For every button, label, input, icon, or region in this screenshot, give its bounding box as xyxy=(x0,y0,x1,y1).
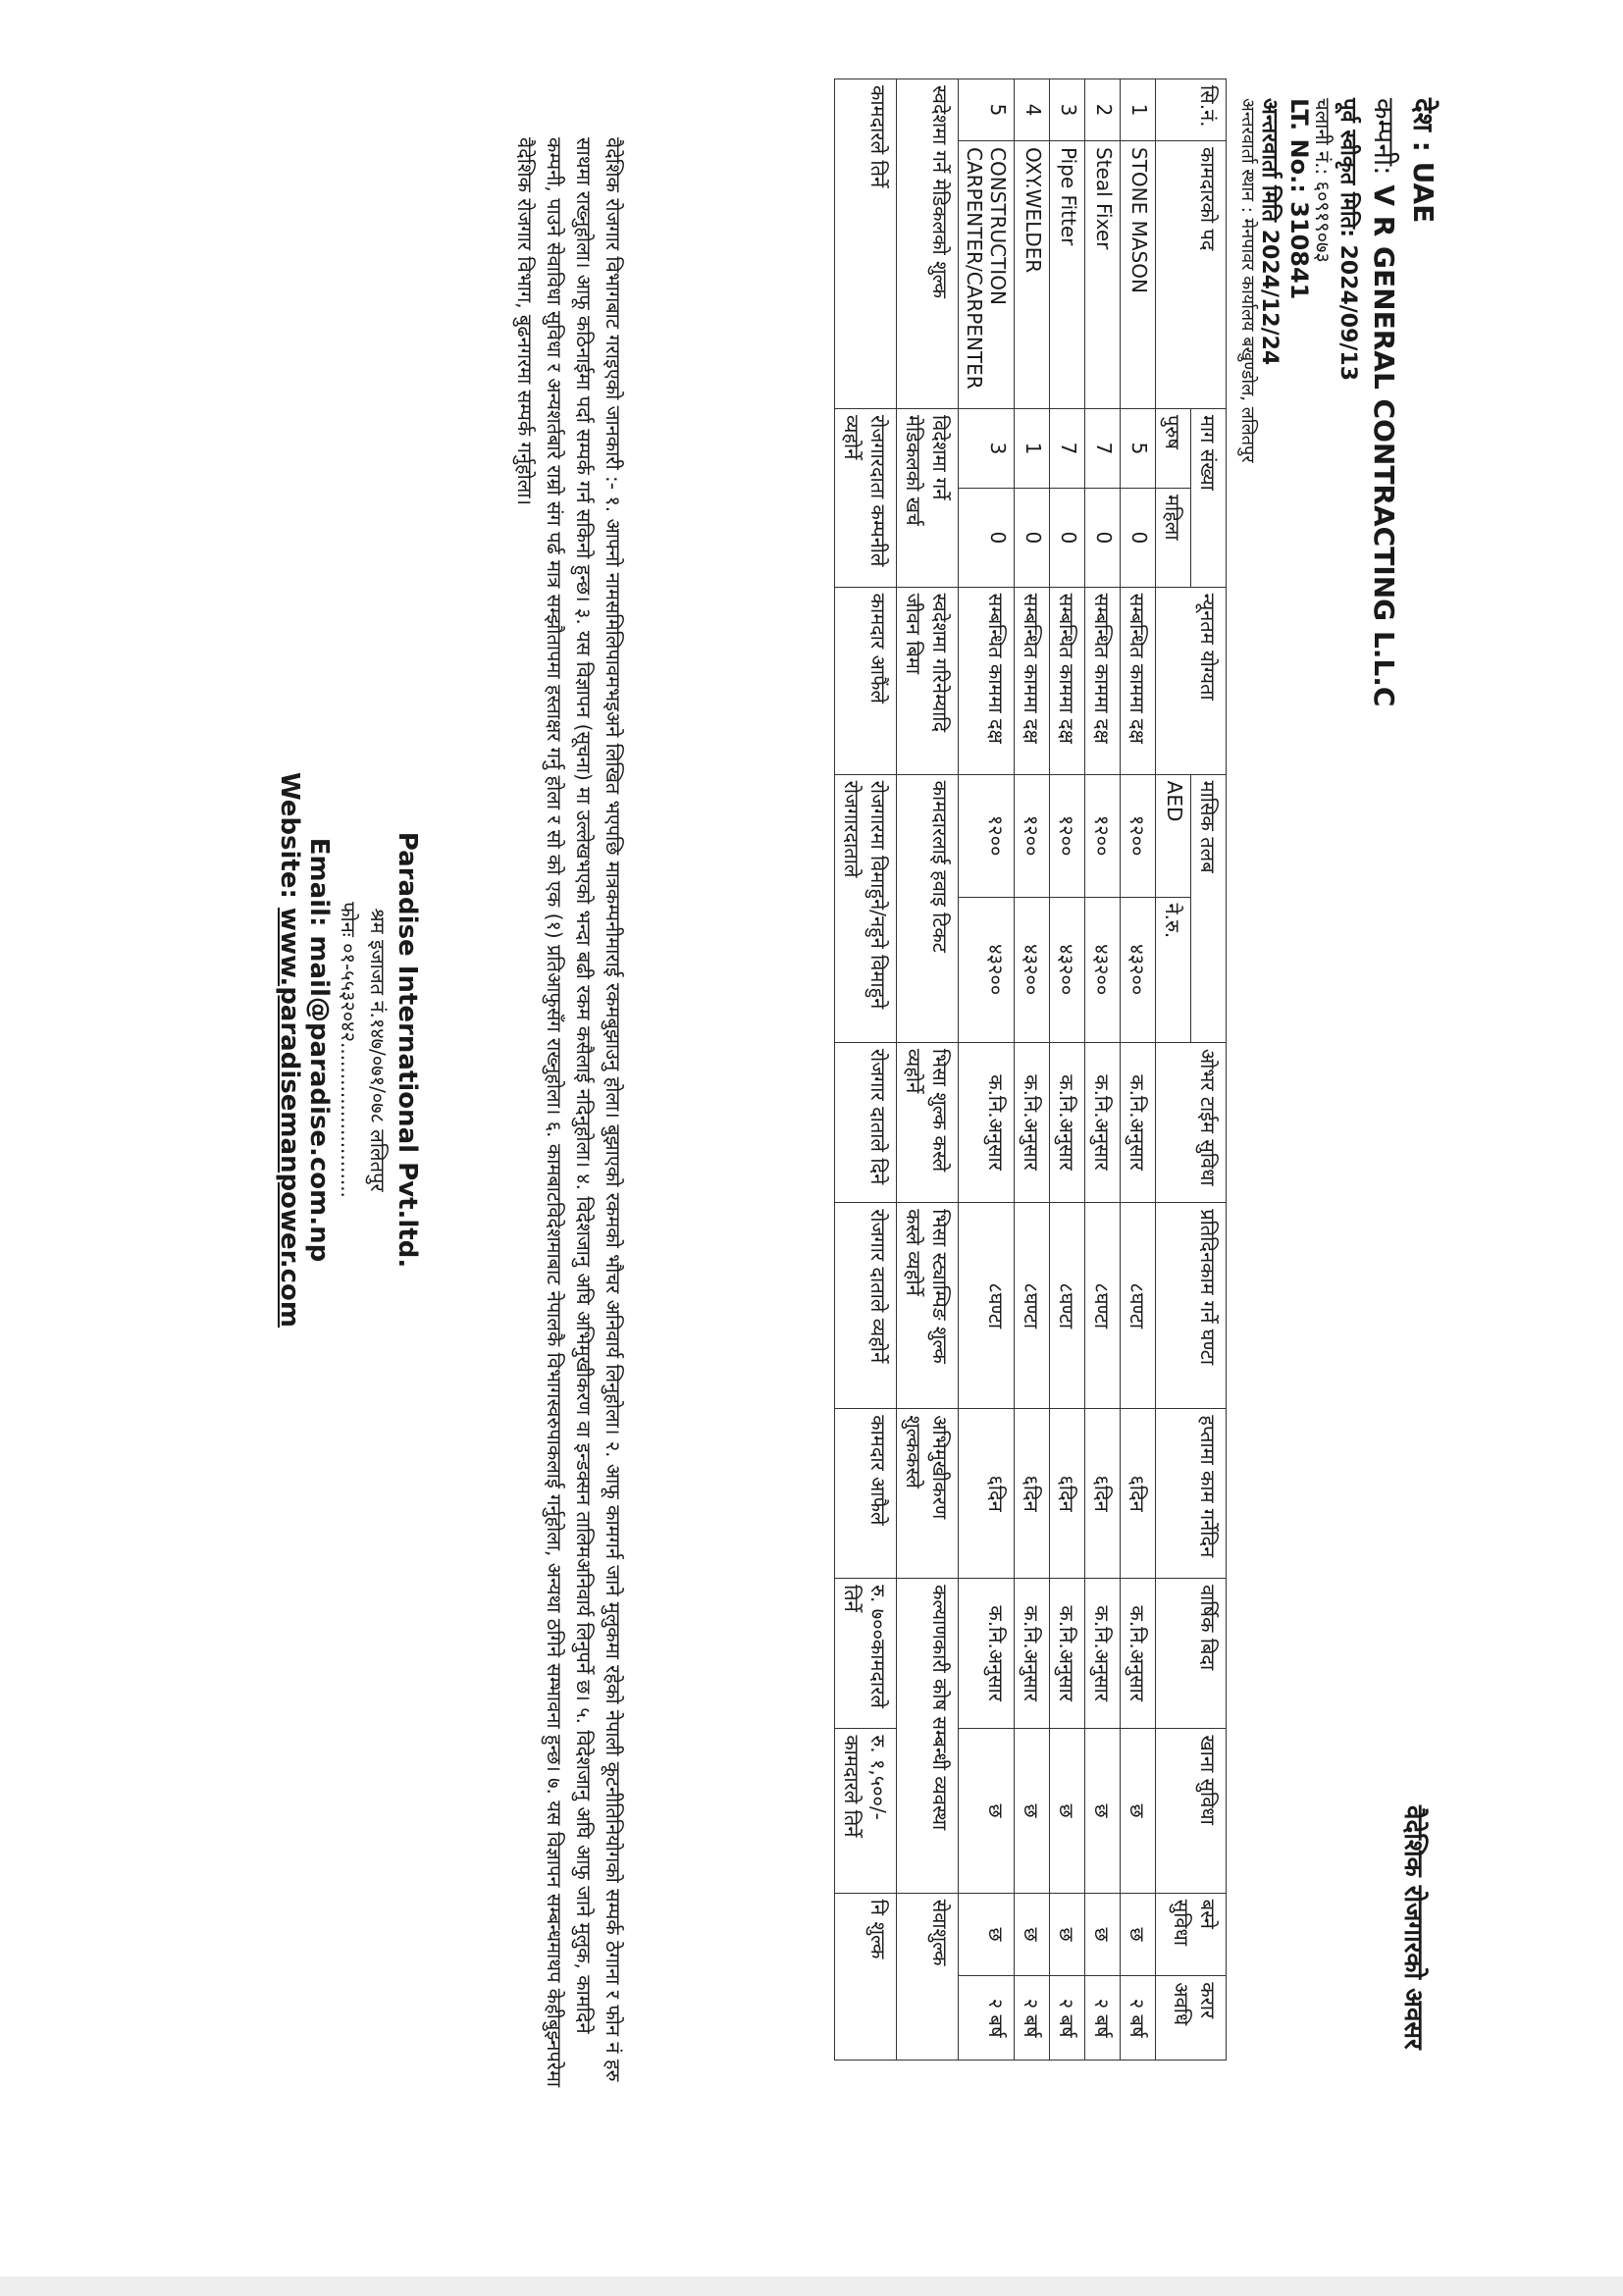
cost-insurance-value: कामदार आफैंले xyxy=(835,587,897,774)
cell-aed: १२०० xyxy=(1085,774,1121,897)
notes-paragraph: वैदेशिक रोजगार विभागबाट गराइएको जानकारी :- १. आफ्नो नामसमिलिपावमभइअने लिखित भएपछि मात्रकम्पनीमाराई रकमबुझाउनु होला। बुझाएको रकमको भौचर अनिवार्य लिनुहोला। २. आफू कामगर्न जाने मुलुकमा रहेको नेपाली कूटनीतिनियोगको सम्पर्क ठेगाना र फोन नं हरु साथमा राख्नुहोला। आफू कठिनाईमा पर्दा सम्पर्क गर्न सकिनो हुन्छ। ३. यस विज्ञापन (सूचना) मा उल्लेखभएको भन्दा बढी रकम कसैलाई नदिनुहोला। ४. विदेशजानु अघि अभिमुखीकरण वा इन्डक्सन तालिमअनिवार्य लिनुपर्ने छ। ५. विदेशजानु अघि आफु जाने मुलुक, कामदिने कम्पनी, पाउने सेवाविधा सुविधा र अन्यशर्तबारे राम्रो संग पर्ढ मात्र सम्झौतापमा हस्ताक्षर गर्नु होला र सो को एक (१) प्रतिआफुसँग राख्नुहोला। ६. कामबाटविदेशमाबाट नेपालकै विभागस्वरुपाकलाई गर्नुहोला, अन्यथा ठगिने सम्भावना हुन्छ। ७. यस विज्ञापन सम्बन्धमाथप केहीबुझ्नपरेमा वैदेशिक रोजगार विभाग, बुढनगरमा सम्पर्क गर्नुहोला। xyxy=(513,137,625,2088)
cell-overtime: क.नि.अनुसार xyxy=(1121,1042,1156,1202)
cell-post: CONSTRUCTION CARPENTER/CARPENTER xyxy=(959,141,1015,409)
cell-contract: २ बर्ष xyxy=(1050,1976,1085,2061)
cell-hours: ८घण्टा xyxy=(959,1203,1015,1409)
costs-header-row xyxy=(897,79,959,2061)
cell-qualification: सम्बन्धित काममा दक्ष xyxy=(959,587,1015,774)
table-header-row xyxy=(1191,79,1227,2061)
cell-post: STONE MASON xyxy=(1121,141,1156,409)
page-bottom-band xyxy=(0,2276,1623,2296)
cell-qualification: सम्बन्धित काममा दक्ष xyxy=(1085,587,1121,774)
cost-medical-home-value: कामदारले तिर्ने xyxy=(835,79,897,409)
cell-qualification: सम्बन्धित काममा दक्ष xyxy=(1121,587,1156,774)
header-leave: वार्षिक बिदा xyxy=(1156,1579,1227,1729)
company-label: कम्पनी: xyxy=(1368,98,1400,176)
table-row xyxy=(1050,79,1085,2061)
rotated-notice xyxy=(167,20,1442,2267)
cell-female: 0 xyxy=(1050,489,1085,588)
cell-workdays: ६दिन xyxy=(1015,1409,1050,1579)
cell-sn: 2 xyxy=(1085,79,1121,141)
cell-workdays: ६दिन xyxy=(1121,1409,1156,1579)
agency-phone: फोनः ०१-५५३२०४२......................... xyxy=(337,902,360,1198)
cell-hours: ८घण्टा xyxy=(1015,1203,1050,1409)
cell-sn: 4 xyxy=(1015,79,1050,141)
cost-medical-abroad-label: विदेशमा गर्ने मेडिकलको खर्च xyxy=(897,409,959,588)
header-contract: करार अवधि xyxy=(1156,1976,1227,2061)
cell-male: 3 xyxy=(959,409,1015,489)
notice-title: वैदेशिक रोजगारको अवसर xyxy=(1398,1805,1428,2050)
cell-female: 0 xyxy=(1015,489,1050,588)
header-qualification: न्यूनतम योग्यता xyxy=(1156,587,1227,774)
cell-overtime: क.नि.अनुसार xyxy=(1050,1042,1085,1202)
cost-visa-value: रोजगार दाताले दिने xyxy=(835,1042,897,1202)
cost-airfare-value: रोजगारमा विमाहुने/नहुने विमाहुने रोजगारदाताले xyxy=(835,774,897,1042)
cost-orientation-value: कामदार आफैले xyxy=(835,1409,897,1579)
cell-hours: ८घण्टा xyxy=(1085,1203,1121,1409)
cell-housing: छ xyxy=(959,1893,1015,1976)
jobs-table xyxy=(834,78,1227,2061)
cell-leave: क.नि.अनुसार xyxy=(1015,1579,1050,1729)
header-workdays: हप्तामा काम गर्नेदिन xyxy=(1156,1409,1227,1579)
cell-housing: छ xyxy=(1015,1893,1050,1976)
agency-name: Paradise International Pvt.ltd. xyxy=(393,831,422,1269)
cell-leave: क.नि.अनुसार xyxy=(1050,1579,1085,1729)
cell-leave: क.नि.अनुसार xyxy=(1121,1579,1156,1729)
cost-medical-home-label: स्वदेशमा गर्ने मेडिकलको शुल्क xyxy=(897,79,959,409)
header-female: महिला xyxy=(1156,489,1191,588)
table-row xyxy=(959,79,1015,2061)
cell-food: छ xyxy=(1050,1729,1085,1893)
table-row xyxy=(1085,79,1121,2061)
cell-overtime: क.नि.अनुसार xyxy=(1015,1042,1050,1202)
cost-fee-value: नि शुल्क xyxy=(835,1893,897,2060)
cost-airfare-label: कामदारलाई हवाइ टिकट xyxy=(897,774,959,1042)
cell-overtime: क.नि.अनुसार xyxy=(959,1042,1015,1202)
agency-website-label: Website: xyxy=(275,772,304,899)
cell-leave: क.नि.अनुसार xyxy=(959,1579,1015,1729)
company-name: V R GENERAL CONTRACTING L.L.C xyxy=(1368,184,1400,707)
agency-license: श्रम इजाजत नं.१४७/०७१/०७८ ललितपुर xyxy=(366,908,390,1192)
cost-stamp-value: रोजगार दाताले व्यहोर्ने xyxy=(835,1203,897,1409)
cell-sn: 1 xyxy=(1121,79,1156,141)
header-post: कामदारको पद xyxy=(1156,141,1227,409)
cost-visa-label: भिसा शुल्क कस्ले व्यहोर्ने xyxy=(897,1042,959,1202)
cell-food: छ xyxy=(1085,1729,1121,1893)
cell-hours: ८घण्टा xyxy=(1121,1203,1156,1409)
cell-housing: छ xyxy=(1121,1893,1156,1976)
cell-npr: ४३२०० xyxy=(1085,897,1121,1042)
cell-female: 0 xyxy=(1121,489,1156,588)
interview-place: अन्तरवार्ता स्थान : मेनपावर कार्यालय बखुण्डोल, ललितपुर xyxy=(1237,98,1258,463)
agency-website-line xyxy=(275,706,304,1393)
cell-female: 0 xyxy=(959,489,1015,588)
cell-female: 0 xyxy=(1085,489,1121,588)
cell-qualification: सम्बन्धित काममा दक्ष xyxy=(1050,587,1085,774)
cost-medical-abroad-value: रोजगारदाता कम्पनीले व्यहोर्ने xyxy=(835,409,897,588)
header-housing: बस्ने सुविधा xyxy=(1156,1893,1227,1976)
cell-housing: छ xyxy=(1050,1893,1085,1976)
cell-food: छ xyxy=(1015,1729,1050,1893)
agency-email: Email: mail@paradise.com.np xyxy=(304,837,334,1263)
interview-date: अन्तरवार्ता मिति 2024/12/24 xyxy=(1257,98,1282,366)
cell-npr: ४३२०० xyxy=(959,897,1015,1042)
cell-overtime: क.नि.अनुसार xyxy=(1085,1042,1121,1202)
cell-food: छ xyxy=(959,1729,1015,1893)
cost-service-label: सेवाशुल्क xyxy=(897,1893,959,2060)
cell-sn: 3 xyxy=(1050,79,1085,141)
country: देश : UAE xyxy=(1407,98,1440,224)
cost-service-value: रु. १,५००/- कामदारले तिर्ने xyxy=(835,1729,897,1893)
cell-male: 5 xyxy=(1121,409,1156,489)
cell-contract: २ बर्ष xyxy=(1015,1976,1050,2061)
cell-npr: ४३२०० xyxy=(1050,897,1085,1042)
cell-male: 7 xyxy=(1085,409,1121,489)
cell-contract: २ बर्ष xyxy=(1121,1976,1156,2061)
cell-hours: ८घण्टा xyxy=(1050,1203,1085,1409)
cell-aed: १२०० xyxy=(1121,774,1156,897)
cell-aed: १२०० xyxy=(959,774,1015,897)
company-line xyxy=(1366,98,1403,706)
cell-contract: २ बर्ष xyxy=(1085,1976,1121,2061)
cell-npr: ४३२०० xyxy=(1015,897,1050,1042)
lt-no: LT. No.: 310841 xyxy=(1285,98,1313,300)
cell-workdays: ६दिन xyxy=(959,1409,1015,1579)
header-npr: ने.रु. xyxy=(1156,897,1191,1042)
cell-npr: ४३२०० xyxy=(1121,897,1156,1042)
cell-food: छ xyxy=(1121,1729,1156,1893)
cell-aed: १२०० xyxy=(1050,774,1085,897)
cost-stamp-label: भिसा स्ट्याम्पिङ शुल्क कस्ले व्यहोर्ने xyxy=(897,1203,959,1409)
cost-welfare-value: रु. ७००कामदारले तिर्ने xyxy=(835,1579,897,1729)
header-sn: सि.नं. xyxy=(1156,79,1227,141)
chalani-no: चलानी नं.: ६०९१९०७३ xyxy=(1311,98,1335,263)
cell-post: Pipe Fitter xyxy=(1050,141,1085,409)
cell-aed: १२०० xyxy=(1015,774,1050,897)
cell-leave: क.नि.अनुसार xyxy=(1085,1579,1121,1729)
header-hours: प्रतिदिनकाम गर्ने घण्टा xyxy=(1156,1203,1227,1409)
job-rows xyxy=(959,79,1156,2061)
cost-orientation-label: अभिमुखीकरण शुल्ककस्ले xyxy=(897,1409,959,1579)
header-salary: मासिक तलब xyxy=(1191,774,1227,1042)
cell-male: 7 xyxy=(1050,409,1085,489)
table-row xyxy=(1121,79,1156,2061)
cell-workdays: ६दिन xyxy=(1085,1409,1121,1579)
costs-value-row xyxy=(835,79,897,2061)
cell-post: Steal Fixer xyxy=(1085,141,1121,409)
approval-date: पूर्व स्वीकृत मिति: 2024/09/13 xyxy=(1335,98,1360,382)
agency-block xyxy=(275,706,422,1393)
cell-male: 1 xyxy=(1015,409,1050,489)
cell-contract: २ बर्ष xyxy=(959,1976,1015,2061)
cell-qualification: सम्बन्धित काममा दक्ष xyxy=(1015,587,1050,774)
cell-workdays: ६दिन xyxy=(1050,1409,1085,1579)
header-aed: AED xyxy=(1156,774,1191,897)
cell-sn: 5 xyxy=(959,79,1015,141)
cost-insurance-label: स्वदेशमा गरिनेम्यादि जीवन बिमा xyxy=(897,587,959,774)
cell-post: OXY.WELDER xyxy=(1015,141,1050,409)
cell-housing: छ xyxy=(1085,1893,1121,1976)
header-male: पुरुष xyxy=(1156,409,1191,489)
cost-welfare-label: कल्याणकारी कोष सम्बन्धी व्यवस्था xyxy=(897,1579,959,1894)
header-demand: माग संख्या xyxy=(1191,409,1227,588)
header-food: खाना सुविधा xyxy=(1156,1729,1227,1893)
table-row xyxy=(1015,79,1050,2061)
header-overtime: ओभर टाईम सुविधा xyxy=(1156,1042,1227,1202)
agency-website-link[interactable]: www.paradisemanpower.com xyxy=(275,907,304,1328)
